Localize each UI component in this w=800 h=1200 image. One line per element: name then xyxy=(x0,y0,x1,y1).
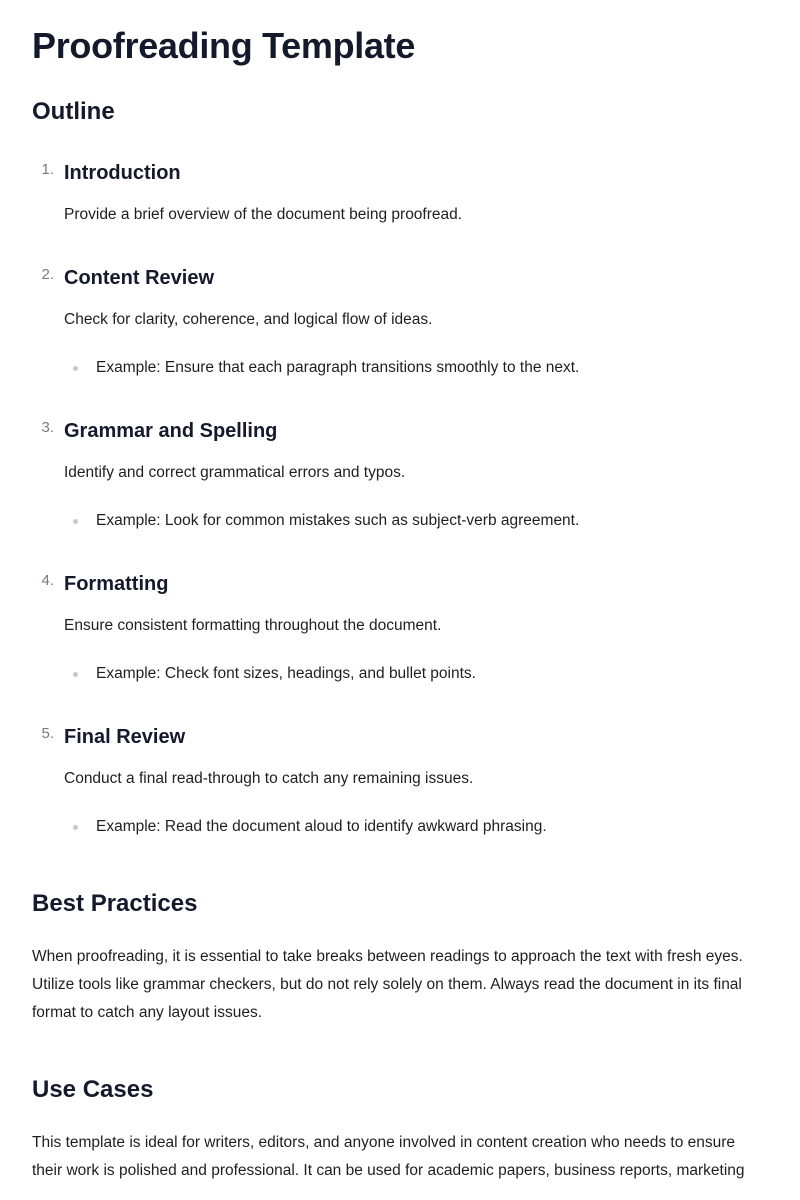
list-item xyxy=(64,354,768,382)
item-example: Example: Ensure that each paragraph transitions smoothly to the next. xyxy=(96,359,580,376)
bullet-icon xyxy=(73,366,78,371)
outline-heading: Outline xyxy=(32,98,115,125)
item-number: 2. xyxy=(41,266,54,283)
list-item xyxy=(64,507,768,535)
outline-item-introduction xyxy=(32,160,768,229)
outline-list xyxy=(32,160,768,841)
item-description: Conduct a final read-through to catch any remaining issues. xyxy=(64,770,474,787)
bullet-icon xyxy=(73,672,78,677)
outline-item-grammar-and-spelling xyxy=(32,418,768,535)
item-number: 1. xyxy=(41,161,54,178)
item-description: Identify and correct grammatical errors and typos. xyxy=(64,464,406,481)
bullet-icon xyxy=(73,825,78,830)
item-example: Example: Read the document aloud to identify awkward phrasing. xyxy=(96,818,547,835)
item-example: Example: Check font sizes, headings, and bullet points. xyxy=(96,665,476,682)
list-item xyxy=(64,813,768,841)
item-title: Content Review xyxy=(64,267,215,289)
use-cases-text: This template is ideal for writers, editors, and anyone involved in content creation who needs to ensure their work is polished and professional. It can be used for academic papers, business reports, marketing xyxy=(32,1134,745,1179)
item-title: Grammar and Spelling xyxy=(64,420,278,442)
outline-item-content-review xyxy=(32,265,768,382)
outline-item-formatting xyxy=(32,571,768,688)
item-example: Example: Look for common mistakes such as subject-verb agreement. xyxy=(96,512,580,529)
item-number: 5. xyxy=(41,725,54,742)
item-number: 3. xyxy=(41,419,54,436)
best-practices-heading: Best Practices xyxy=(32,890,198,917)
item-title: Formatting xyxy=(64,573,169,595)
use-cases-heading: Use Cases xyxy=(32,1076,154,1103)
list-item xyxy=(64,660,768,688)
item-description: Ensure consistent formatting throughout the document. xyxy=(64,617,442,634)
item-title: Final Review xyxy=(64,726,186,748)
bullet-icon xyxy=(73,519,78,524)
item-number: 4. xyxy=(41,572,54,589)
outline-item-final-review xyxy=(32,724,768,841)
page-title: Proofreading Template xyxy=(32,25,416,66)
item-title: Introduction xyxy=(64,162,181,184)
item-description: Provide a brief overview of the document being proofread. xyxy=(64,206,463,223)
item-description: Check for clarity, coherence, and logical flow of ideas. xyxy=(64,311,433,328)
best-practices-text: When proofreading, it is essential to take breaks between readings to approach the text with fresh eyes. Utilize tools like grammar checkers, but do not rely solely on them. Always read the document in its final format to catch any layout issues. xyxy=(32,948,743,1021)
